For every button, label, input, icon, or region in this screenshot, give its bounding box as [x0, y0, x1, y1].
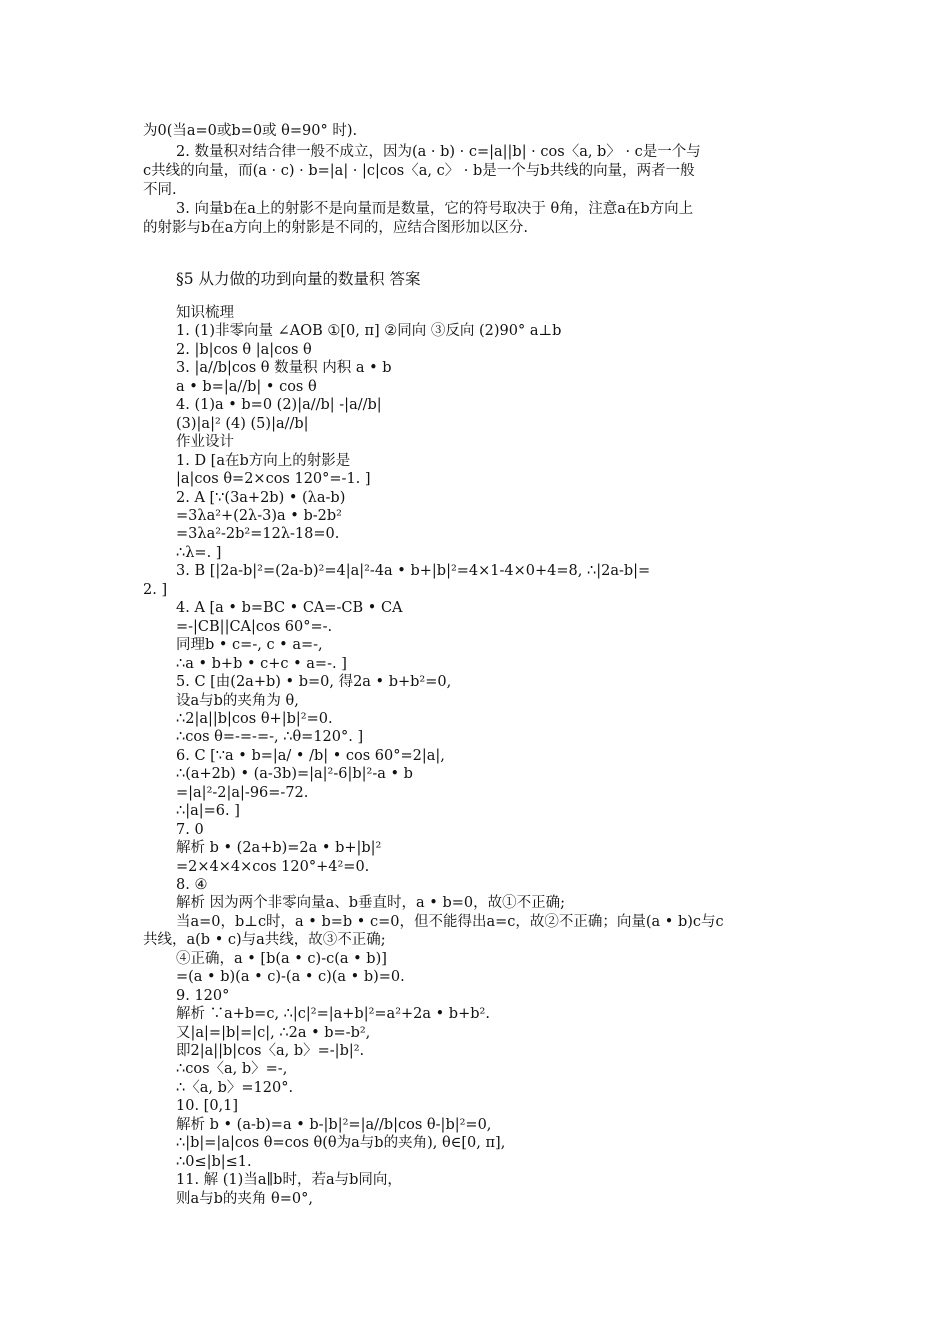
answer-line: ∴cos θ=-=-=-, ∴θ=120°. ]: [176, 729, 364, 746]
answer-line: 1. (1)非零向量 ∠AOB ①[0, π] ②同向 ③反向 (2)90° a⊥b: [176, 323, 562, 340]
answer-line: (3)|a|² (4) (5)|a//b|: [176, 415, 309, 432]
answer-line: 则a与b的夹角 θ=0°,: [176, 1190, 313, 1207]
intro-paragraph-3-line-1: 3. 向量b在a上的射影不是向量而是数量，它的符号取决于 θ角，注意a在b方向上: [176, 201, 694, 217]
answer-line: 4. A [a • b=BC • CA=-CB • CA: [176, 600, 403, 617]
answer-line: 7. 0: [176, 821, 204, 838]
answer-line: ④正确，a • [b(a • c)-c(a • b)]: [176, 950, 387, 967]
intro-paragraph-1-tail: 为0(当a=0或b=0或 θ=90° 时).: [143, 123, 358, 139]
answer-line: =(a • b)(a • c)-(a • c)(a • b)=0.: [176, 969, 405, 986]
answer-line: =2×4×4×cos 120°+4²=0.: [176, 858, 370, 875]
answer-line: 当a=0，b⊥c时，a • b=b • c=0，但不能得出a=c，故②不正确；向量(a • b)c与c: [176, 913, 724, 930]
answer-line: 11. 解 (1)当a∥b时，若a与b同向，: [176, 1172, 402, 1189]
answer-line: 3. B [|2a-b|²=(2a-b)²=4|a|²-4a • b+|b|²=4×1-4×0+4=8, ∴|2a-b|=: [176, 563, 651, 580]
answer-line: a • b=|a//b| • cos θ: [176, 378, 317, 395]
answer-line: 2. |b|cos θ |a|cos θ: [176, 341, 312, 358]
answer-line: ∴|a|=6. ]: [176, 803, 240, 820]
answer-line: 3. |a//b|cos θ 数量积 内积 a • b: [176, 360, 392, 377]
answer-line: 设a与b的夹角为 θ,: [176, 692, 299, 709]
answer-line: 解析 b • (a-b)=a • b-|b|²=|a//b|cos θ-|b|²=0,: [176, 1116, 492, 1133]
answer-line: 即2|a||b|cos〈a, b〉=-|b|².: [176, 1043, 365, 1059]
answer-line: ∴2|a||b|cos θ+|b|²=0.: [176, 710, 333, 727]
answer-line: 2. A [∵(3a+2b) • (λa-b): [176, 489, 346, 506]
answer-line: 2. ]: [143, 581, 168, 598]
answer-line: 1. D [a在b方向上的射影是: [176, 452, 351, 469]
answer-line: =3λa²-2b²=12λ-18=0.: [176, 526, 340, 543]
intro-paragraph-2-line-3: 不同.: [143, 182, 177, 198]
answer-line: 8. ④: [176, 876, 208, 893]
answer-line: =|a|²-2|a|-96=-72.: [176, 784, 309, 801]
answer-line: 6. C [∵a • b=|a/ • /b| • cos 60°=2|a|,: [176, 747, 445, 764]
answer-line: =3λa²+(2λ-3)a • b-2b²: [176, 507, 342, 524]
answer-line: 9. 120°: [176, 987, 230, 1004]
answer-line: |a|cos θ=2×cos 120°=-1. ]: [176, 471, 371, 487]
answer-line: =-|CB||CA|cos 60°=-.: [176, 618, 333, 635]
answer-line: 同理b • c=-, c • a=-,: [176, 637, 323, 654]
answer-line: 10. [0,1]: [176, 1098, 239, 1115]
answer-line: 解析 ∵a+b=c, ∴|c|²=|a+b|²=a²+2a • b+b².: [176, 1006, 490, 1023]
intro-paragraph-3-line-2: 的射影与b在a方向上的射影是不同的，应结合图形加以区分.: [143, 220, 529, 236]
answer-line: ∴〈a, b〉=120°.: [176, 1079, 294, 1096]
answer-line: 共线，a(b • c)与a共线，故③不正确;: [143, 932, 386, 949]
answer-line: ∴0≤|b|≤1.: [176, 1153, 252, 1170]
answer-line: 解析 b • (2a+b)=2a • b+|b|²: [176, 840, 382, 856]
section-title: §5 从力做的功到向量的数量积 答案: [176, 270, 421, 288]
answer-line: 5. C [由(2a+b) • b=0, 得2a • b+b²=0,: [176, 674, 452, 690]
answer-line: ∴cos〈a, b〉=-,: [176, 1061, 288, 1078]
answer-line: ∴λ=. ]: [176, 544, 222, 561]
answer-line: ∴a • b+b • c+c • a=-. ]: [176, 655, 347, 672]
intro-paragraph-2-line-1: 2. 数量积对结合律一般不成立，因为(a · b) · c=|a||b| · cos〈a, b〉 · c是一个与: [176, 144, 701, 160]
answer-line: 知识梳理: [176, 305, 234, 321]
answer-line: 解析 因为两个非零向量a、b垂直时，a • b=0，故①不正确;: [176, 895, 565, 912]
answer-line: ∴(a+2b) • (a-3b)=|a|²-6|b|²-a • b: [176, 766, 413, 783]
intro-paragraph-2-line-2: c共线的向量，而(a · c) · b=|a| · |c|cos〈a, c〉 · b是一个与b共线的向量，两者一般: [143, 163, 695, 179]
answer-line: 又|a|=|b|=|c|, ∴2a • b=-b²,: [176, 1024, 371, 1041]
answer-line: 4. (1)a • b=0 (2)|a//b| -|a//b|: [176, 397, 382, 414]
answer-line: 作业设计: [176, 434, 234, 451]
answer-line: ∴|b|=|a|cos θ=cos θ(θ为a与b的夹角), θ∈[0, π],: [176, 1135, 506, 1152]
